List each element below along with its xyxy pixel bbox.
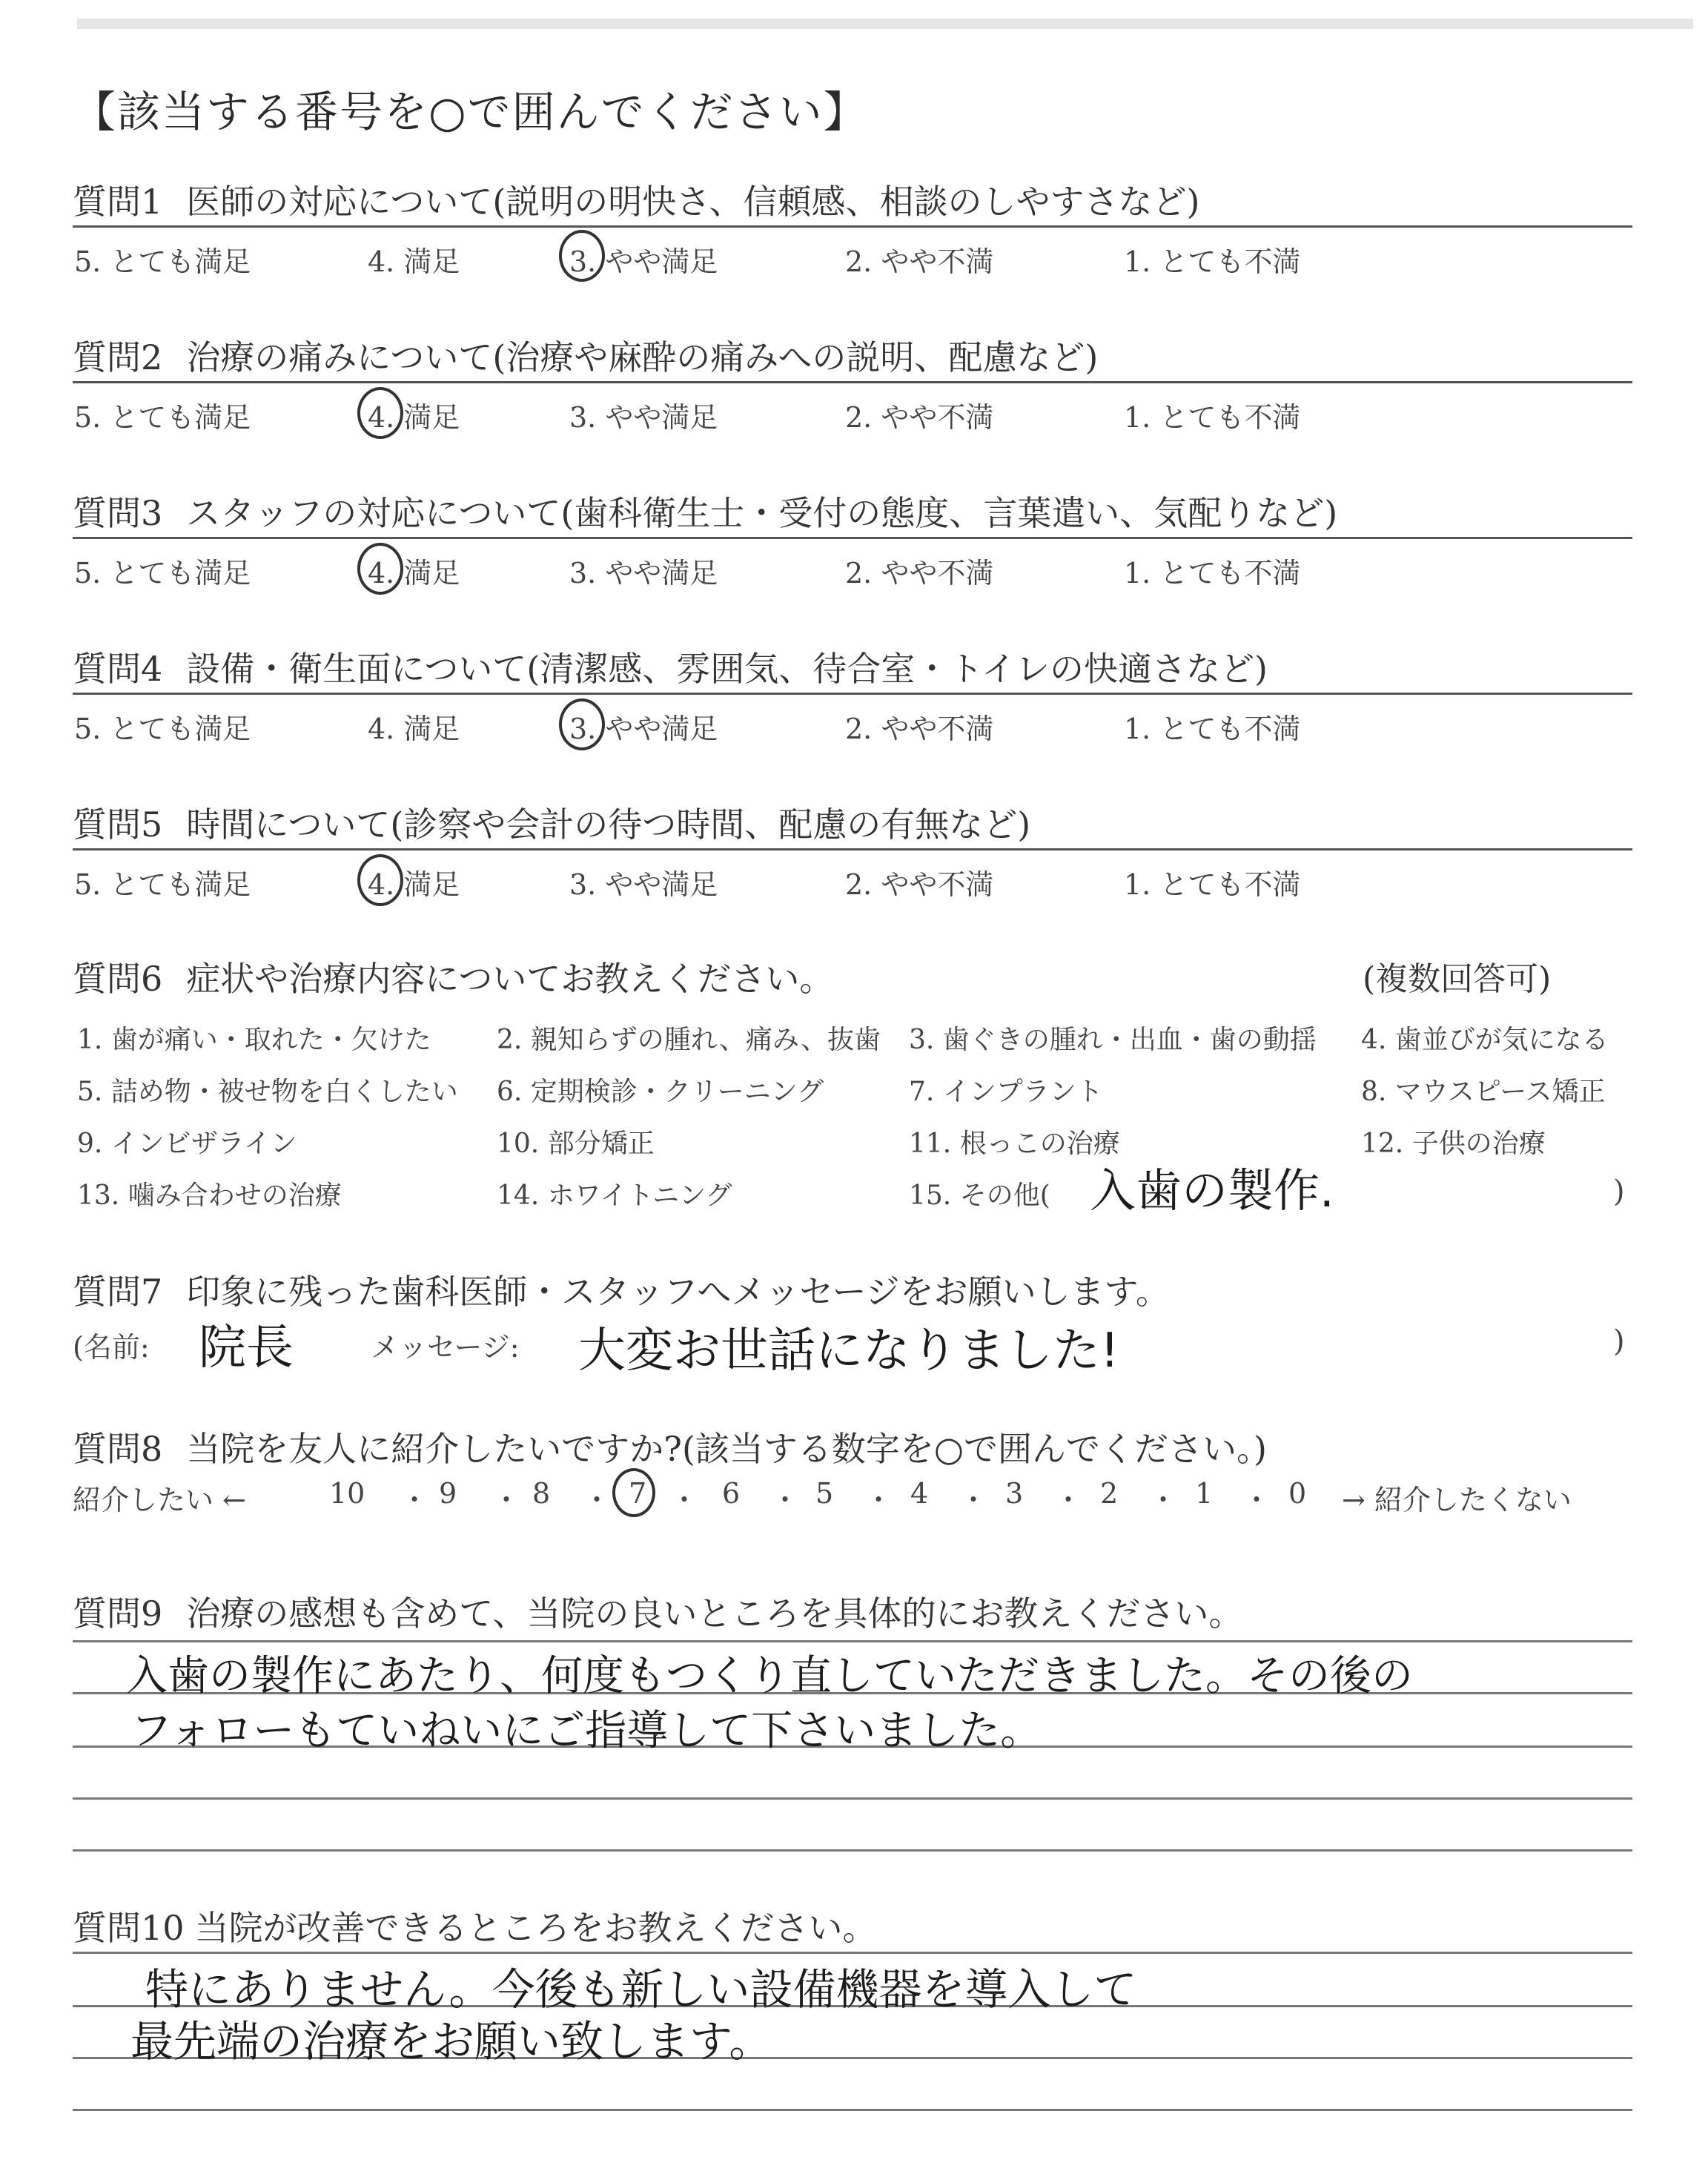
scale-6[interactable]: 6 — [722, 1477, 741, 1510]
question-4-title — [73, 642, 1268, 691]
scale-1[interactable]: 1 — [1195, 1477, 1214, 1510]
dot-separator: ・ — [959, 1484, 988, 1516]
dot-separator: ・ — [583, 1484, 612, 1516]
symptom-option[interactable]: 11. 根っこの治療 — [909, 1129, 1120, 1159]
symptom-option[interactable]: 9. インビザライン — [77, 1129, 297, 1159]
dot-separator: ・ — [400, 1484, 429, 1516]
question-text: 設備・衛生面について(清潔感、雰囲気、待合室・トイレの快適さなど) — [186, 649, 1268, 689]
answer-rule — [73, 1640, 1632, 1642]
question-5-title — [73, 798, 1030, 847]
question-10-title — [73, 1901, 877, 1950]
question-number: 質問3 — [73, 493, 163, 533]
question-1-title — [73, 175, 1199, 224]
dot-separator: ・ — [670, 1484, 699, 1516]
question-6-title — [73, 952, 833, 1001]
question-text: 時間について(診察や会計の待つ時間、配慮の有無など) — [186, 805, 1031, 845]
q10-answer-line: 最先端の治療をお願い致します。 — [130, 2016, 772, 2067]
divider — [73, 693, 1632, 695]
q1-selection-circle — [559, 230, 605, 282]
answer-rule — [73, 1849, 1632, 1852]
q2-option-1[interactable]: 1. とても不満 — [1124, 401, 1301, 434]
recommend-left-label: 紹介したい ← — [73, 1484, 246, 1516]
q4-option-2[interactable]: 2. やや不満 — [845, 713, 994, 745]
q4-option-5[interactable]: 5. とても満足 — [74, 713, 251, 745]
question-text: 当院を友人に紹介したいですか?(該当する数字を○で囲んでください。) — [186, 1429, 1267, 1469]
question-number: 質問8 — [73, 1429, 163, 1469]
q3-option-5[interactable]: 5. とても満足 — [74, 557, 251, 589]
q1-option-4[interactable]: 4. 満足 — [368, 245, 460, 278]
question-number: 質問2 — [73, 337, 163, 377]
question-number: 質問10 — [73, 1908, 185, 1948]
q2-option-4[interactable]: 4. 満足 — [368, 401, 460, 434]
question-number: 質問7 — [73, 1272, 163, 1312]
name-label: (名前: — [73, 1331, 150, 1364]
question-8-title — [73, 1422, 1267, 1471]
q4-selection-circle — [559, 698, 605, 750]
q3-option-3[interactable]: 3. やや満足 — [569, 557, 718, 589]
dot-separator: ・ — [1149, 1484, 1178, 1516]
symptom-option[interactable]: 1. 歯が痛い・取れた・欠けた — [77, 1025, 431, 1055]
symptom-option[interactable]: 7. インプラント — [909, 1077, 1103, 1107]
multiple-answers-note: (複数回答可) — [1363, 960, 1552, 998]
closing-paren: ) — [1613, 1175, 1625, 1209]
q4-option-1[interactable]: 1. とても不満 — [1124, 713, 1301, 745]
scale-4[interactable]: 4 — [910, 1477, 929, 1510]
symptom-option[interactable]: 13. 噛み合わせの治療 — [77, 1180, 342, 1211]
symptom-option[interactable]: 8. マウスピース矯正 — [1361, 1077, 1606, 1107]
dot-separator: ・ — [1054, 1484, 1083, 1516]
question-number: 質問6 — [73, 959, 163, 999]
symptom-option[interactable]: 12. 子供の治療 — [1361, 1129, 1546, 1159]
q5-option-3[interactable]: 3. やや満足 — [569, 868, 718, 901]
divider — [73, 848, 1632, 851]
scale-2[interactable]: 2 — [1100, 1477, 1119, 1510]
scale-10[interactable]: 10 — [329, 1477, 365, 1510]
q5-selection-circle — [357, 854, 403, 906]
dot-separator: ・ — [864, 1484, 893, 1516]
question-text: 印象に残った歯科医師・スタッフへメッセージをお願いします。 — [186, 1272, 1170, 1312]
q5-option-1[interactable]: 1. とても不満 — [1124, 868, 1301, 901]
q1-option-3[interactable]: 3. やや満足 — [569, 245, 718, 278]
question-number: 質問9 — [73, 1593, 163, 1634]
q4-option-3[interactable]: 3. やや満足 — [569, 713, 718, 745]
question-number: 質問4 — [73, 649, 163, 689]
q5-option-5[interactable]: 5. とても満足 — [74, 868, 251, 901]
dot-separator: ・ — [492, 1484, 521, 1516]
question-text: 医師の対応について(説明の明快さ、信頼感、相談のしやすさなど) — [186, 182, 1200, 222]
q3-option-4[interactable]: 4. 満足 — [368, 557, 460, 589]
message-handwritten: 大変お世話になりました! — [578, 1324, 1119, 1378]
question-2-title — [73, 331, 1098, 380]
staff-name-handwritten: 院長 — [199, 1321, 294, 1375]
question-9-title — [73, 1587, 1242, 1636]
question-7-title — [73, 1265, 1170, 1314]
question-number: 質問1 — [73, 182, 163, 222]
question-text: 症状や治療内容についてお教えください。 — [186, 959, 834, 999]
symptom-option[interactable]: 2. 親知らずの腫れ、痛み、抜歯 — [497, 1025, 881, 1055]
answer-rule — [73, 2109, 1632, 2111]
q4-option-4[interactable]: 4. 満足 — [368, 713, 460, 745]
scale-0[interactable]: 0 — [1288, 1477, 1307, 1510]
divider — [73, 381, 1632, 383]
q5-option-4[interactable]: 4. 満足 — [368, 868, 460, 901]
q5-option-2[interactable]: 2. やや不満 — [845, 868, 994, 901]
q2-option-3[interactable]: 3. やや満足 — [569, 401, 718, 434]
q2-selection-circle — [357, 387, 403, 439]
question-text: 治療の痛みについて(治療や麻酔の痛みへの説明、配慮など) — [186, 337, 1099, 377]
q3-option-2[interactable]: 2. やや不満 — [845, 557, 994, 589]
q10-answer-line: 特にありません。今後も新しい設備機器を導入して — [145, 1964, 1137, 2015]
divider — [73, 537, 1632, 539]
symptom-option-other[interactable]: 15. その他( — [909, 1180, 1050, 1211]
page-heading: 【該当する番号を○で囲んでください】 — [73, 87, 868, 137]
q1-option-1[interactable]: 1. とても不満 — [1124, 245, 1301, 278]
scale-3[interactable]: 3 — [1005, 1477, 1024, 1510]
q1-option-5[interactable]: 5. とても満足 — [74, 245, 251, 278]
dot-separator: ・ — [771, 1484, 800, 1516]
q2-option-5[interactable]: 5. とても満足 — [74, 401, 251, 434]
q8-selection-circle — [612, 1468, 655, 1517]
symptom-option[interactable]: 5. 詰め物・被せ物を白くしたい — [77, 1077, 458, 1107]
symptom-option[interactable]: 6. 定期検診・クリーニング — [497, 1077, 824, 1107]
q9-answer-line: フォローもていねいにご指導して下さいました。 — [130, 1707, 1042, 1755]
scale-7[interactable]: 7 — [629, 1477, 647, 1510]
question-number: 質問5 — [73, 805, 163, 845]
dot-separator: ・ — [1242, 1484, 1271, 1516]
closing-paren: ) — [1613, 1324, 1625, 1358]
symptom-option[interactable]: 10. 部分矯正 — [497, 1129, 655, 1159]
answer-rule — [73, 1797, 1632, 1800]
scale-8[interactable]: 8 — [532, 1477, 551, 1510]
q9-answer-line: 入歯の製作にあたり、何度もつくり直していただきました。その後の — [126, 1652, 1413, 1700]
question-text: 当院が改善できるところをお教えください。 — [194, 1908, 877, 1948]
scale-5[interactable]: 5 — [815, 1477, 834, 1510]
scale-9[interactable]: 9 — [439, 1477, 457, 1510]
question-text: スタッフの対応について(歯科衛生士・受付の態度、言葉遣い、気配りなど) — [186, 493, 1338, 533]
other-handwritten-answer: 入歯の製作. — [1090, 1163, 1334, 1218]
recommend-right-label: → 紹介したくない — [1342, 1484, 1572, 1516]
q1-option-2[interactable]: 2. やや不満 — [845, 245, 994, 278]
q3-selection-circle — [357, 543, 403, 595]
symptom-option[interactable]: 14. ホワイトニング — [497, 1180, 732, 1211]
question-3-title — [73, 486, 1337, 535]
divider — [73, 225, 1632, 228]
question-text: 治療の感想も含めて、当院の良いところを具体的にお教えください。 — [186, 1593, 1243, 1634]
symptom-option[interactable]: 3. 歯ぐきの腫れ・出血・歯の動揺 — [909, 1025, 1317, 1055]
q3-option-1[interactable]: 1. とても不満 — [1124, 557, 1301, 589]
scan-top-edge — [77, 19, 1693, 29]
q2-option-2[interactable]: 2. やや不満 — [845, 401, 994, 434]
symptom-option[interactable]: 4. 歯並びが気になる — [1361, 1025, 1609, 1055]
answer-rule — [73, 1952, 1632, 1954]
message-label: メッセージ: — [371, 1331, 520, 1364]
